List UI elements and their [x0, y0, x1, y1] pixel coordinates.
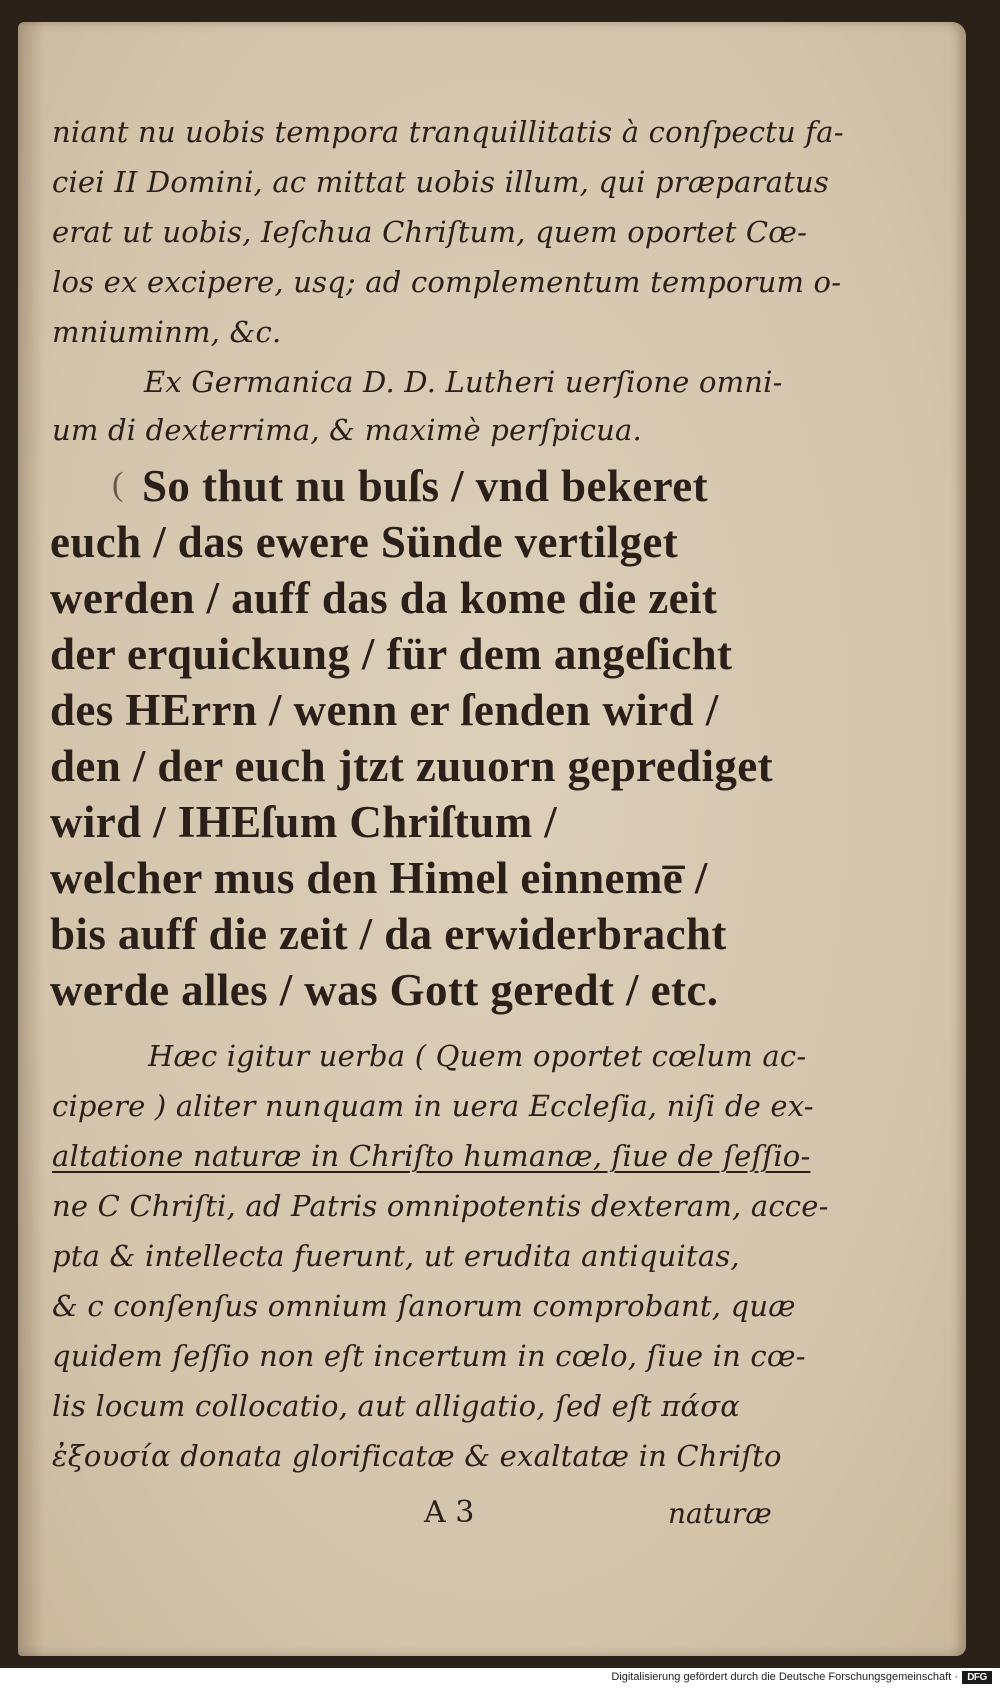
bracket-mark: (	[112, 466, 124, 503]
latin-line-5: mniuminm, &c.	[52, 315, 282, 349]
latin-bottom-2: cipere ) aliter nunquam in uera Eccleſia, niſi de ex-	[52, 1089, 814, 1123]
catchword: naturæ	[668, 1497, 772, 1530]
german-line-6: den / der euch jtzt zuuorn geprediget	[50, 741, 774, 791]
german-line-3: werden / auff das da kome die zeit	[50, 573, 718, 623]
german-line-5: des HErrn / wenn er ſenden wird /	[50, 685, 719, 735]
latin-bottom-7: quidem ſeſſio non eſt incertum in cœlo, ſiue in cœ-	[52, 1339, 806, 1373]
latin-bottom-6: & c conſenſus omnium ſanorum comprobant, quæ	[52, 1289, 796, 1323]
dfg-logo-icon: DFG	[962, 1671, 992, 1684]
german-line-4: der erquickung / für dem angeſicht	[50, 629, 733, 679]
latin-intro-2: um di dexterrima, & maximè perſpicua.	[52, 413, 642, 447]
funding-credit: Digitalisierung gefördert durch die Deutsche Forschungsgemeinschaft ·	[611, 1671, 958, 1683]
german-line-9: bis auff die zeit / da erwiderbracht	[50, 909, 727, 959]
latin-bottom-9: ἐξουσία donata glorificatæ & exaltatæ in Chriſto	[52, 1439, 782, 1473]
latin-line-1: niant nu uobis tempora tranquillitatis à conſpectu fa-	[52, 115, 844, 149]
footer-bar	[0, 1668, 1000, 1688]
german-line-10: werde alles / was Gott geredt / etc.	[50, 965, 719, 1015]
latin-bottom-3: altatione naturæ in Chriſto humanæ, ſiue de ſeſſio-	[52, 1139, 811, 1173]
german-line-7: wird / IHEſum Chriſtum /	[50, 797, 558, 847]
latin-line-3: erat ut uobis, Ieſchua Chriſtum, quem oportet Cœ-	[52, 215, 808, 249]
latin-line-2: ciei II Domini, ac mittat uobis illum, qui præparatus	[52, 165, 829, 199]
page-text	[18, 22, 966, 1656]
german-line-1: So thut nu buſs / vnd bekeret	[142, 461, 708, 511]
latin-bottom-8: lis locum collocatio, aut alligatio, ſed eſt πάσα	[52, 1389, 740, 1423]
german-line-8: welcher mus den Himel einneme̅ /	[50, 853, 708, 903]
signature-mark: A 3	[424, 1495, 475, 1530]
latin-intro-1: Ex Germanica D. D. Lutheri uerſione omni-	[144, 365, 783, 399]
latin-bottom-1: Hæc igitur uerba ( Quem oportet cœlum ac-	[148, 1039, 807, 1073]
latin-bottom-5: pta & intellecta fuerunt, ut erudita antiquitas,	[52, 1239, 740, 1273]
german-line-2: euch / das ewere Sünde vertilget	[50, 517, 679, 567]
latin-bottom-4: ne C Chriſti, ad Patris omnipotentis dexteram, acce-	[52, 1189, 829, 1223]
book-page	[18, 22, 966, 1656]
latin-line-4: los ex excipere, usq; ad complementum temporum o-	[52, 265, 842, 299]
